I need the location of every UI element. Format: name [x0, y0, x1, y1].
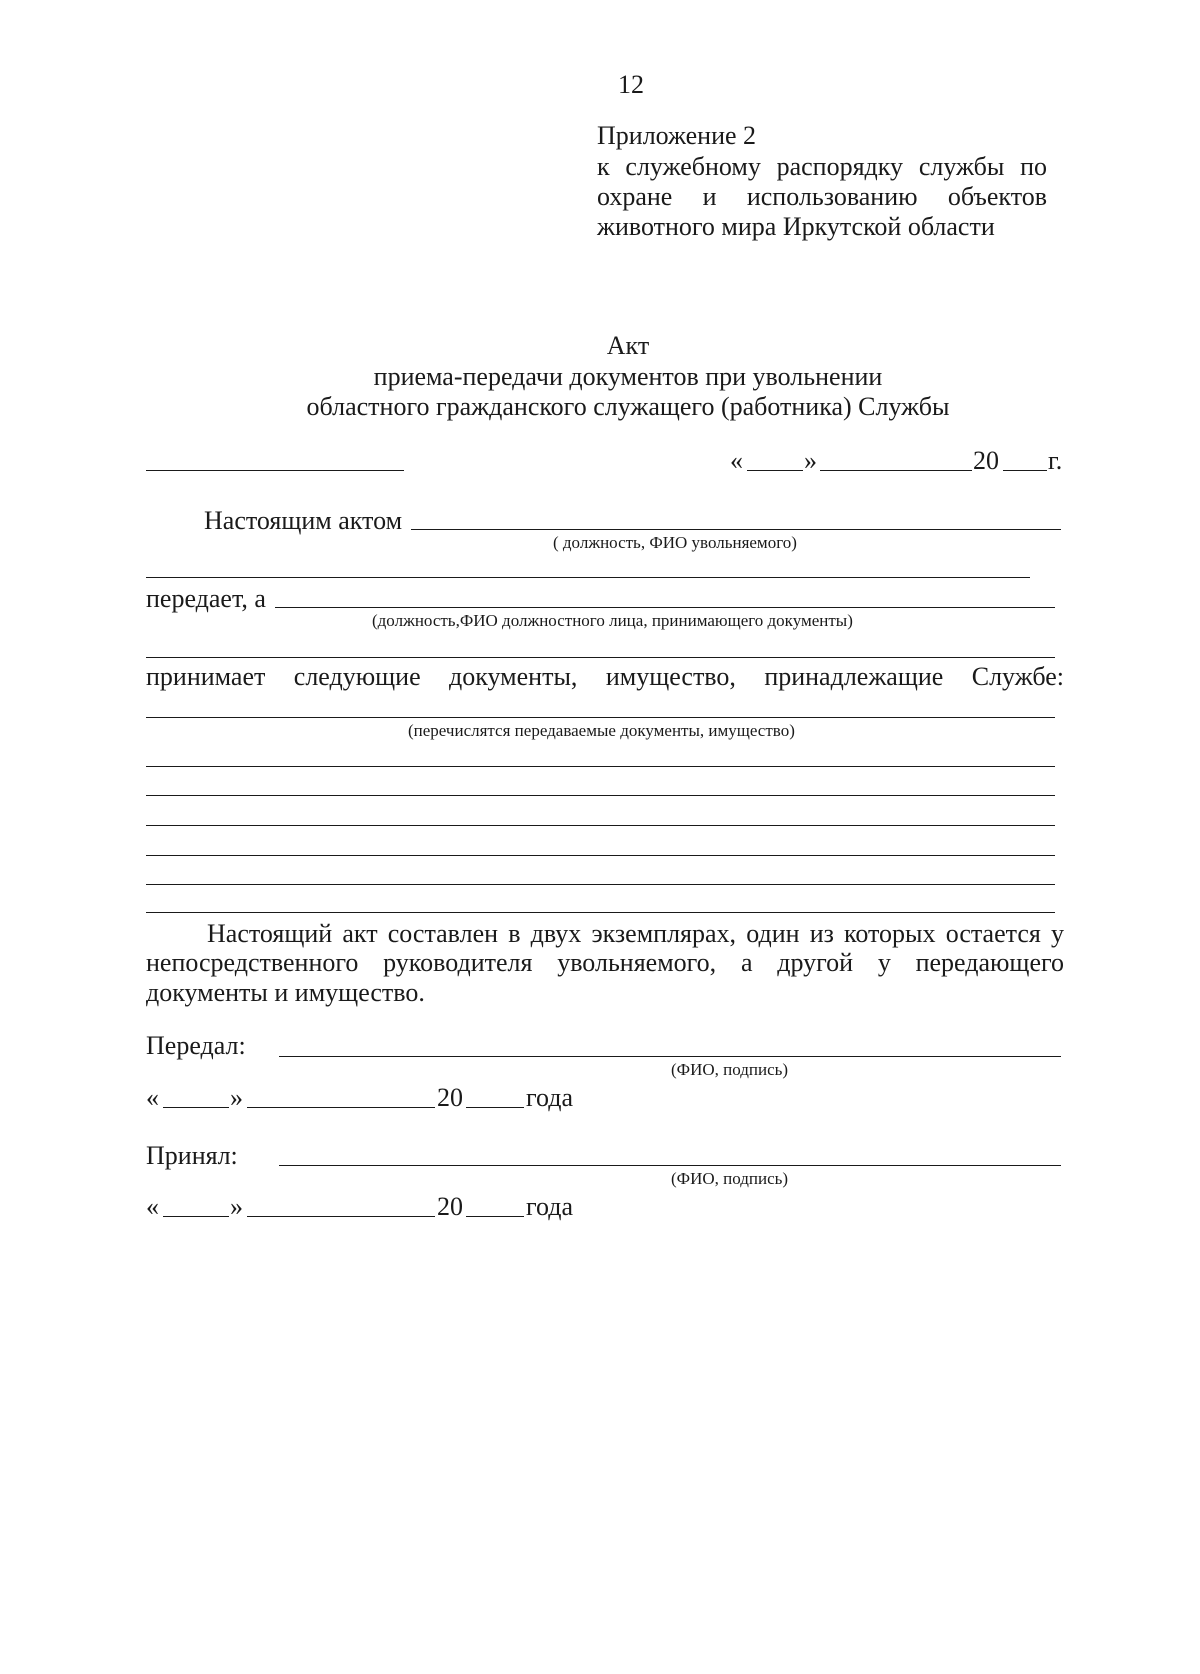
received-year-word: года: [526, 1192, 574, 1221]
handed-over-signature-line: [279, 1056, 1061, 1057]
closing-line-3: документы и имущество.: [146, 978, 425, 1007]
handed-over-month-line: [247, 1107, 435, 1108]
caption-receiver: (должность,ФИО должностного лица, принимающего документы): [372, 611, 853, 630]
documents-list-line-2: [146, 766, 1055, 767]
handed-over-close-quote: »: [230, 1083, 243, 1112]
received-caption: (ФИО, подпись): [671, 1169, 789, 1188]
closing-line-1: Настоящий акт составлен в двух экземплярах, один из которых остается у: [207, 919, 1064, 948]
handed-over-year-prefix: 20: [437, 1083, 463, 1112]
appendix-line-3: животного мира Иркутской области: [597, 212, 995, 241]
documents-list-line-5: [146, 855, 1055, 856]
received-month-line: [247, 1216, 435, 1217]
date-year-suffix: г.: [1048, 446, 1063, 475]
appendix-line-2: охране и использованию объектов: [597, 182, 1047, 211]
appendix-title: Приложение 2: [597, 121, 757, 150]
heading-line-3: областного гражданского служащего (работника) Службы: [306, 392, 950, 421]
handed-over-open-quote: «: [146, 1083, 159, 1112]
date-year-prefix: 20: [973, 446, 999, 475]
caption-employee: ( должность, ФИО увольняемого): [553, 533, 797, 552]
employee-field-line: [411, 529, 1061, 530]
accepts-word-6: Службе:: [971, 662, 1064, 691]
handed-over-year-line: [466, 1107, 524, 1108]
place-field-line: [146, 470, 404, 471]
documents-list-line-6: [146, 884, 1055, 885]
handed-over-day-line: [163, 1107, 229, 1108]
handed-over-caption: (ФИО, подпись): [671, 1060, 789, 1079]
accepts-word-3: документы,: [449, 662, 578, 691]
accepts-word-5: принадлежащие: [764, 662, 944, 691]
received-signature-line: [279, 1165, 1061, 1166]
heading-line-2: приема-передачи документов при увольнении: [373, 362, 883, 391]
accepts-word-4: имущество,: [605, 662, 736, 691]
received-open-quote: «: [146, 1192, 159, 1221]
received-label: Принял:: [146, 1141, 238, 1170]
received-year-prefix: 20: [437, 1192, 463, 1221]
date-open-quote: «: [730, 446, 743, 475]
handed-over-label: Передал:: [146, 1031, 246, 1060]
employee-field-line-2: [146, 577, 1030, 578]
transfers-label: передает, а: [146, 584, 266, 613]
accepts-word-2: следующие: [293, 662, 421, 691]
date-day-line: [747, 470, 803, 471]
documents-list-line-3: [146, 795, 1055, 796]
documents-list-line-1: [146, 717, 1055, 718]
received-year-line: [466, 1216, 524, 1217]
receiver-field-line: [275, 607, 1055, 608]
appendix-line-1: к служебному распорядку службы по: [597, 152, 1047, 181]
accepts-line: [146, 662, 1064, 692]
accepts-word-1: принимает: [146, 662, 266, 691]
handed-over-year-word: года: [526, 1083, 574, 1112]
page-number: 12: [618, 70, 644, 99]
documents-list-line-7: [146, 912, 1055, 913]
documents-list-line-4: [146, 825, 1055, 826]
date-month-line: [820, 470, 972, 471]
caption-documents-list: (перечислятся передаваемые документы, имущество): [408, 721, 795, 740]
closing-line-2: непосредственного руководителя увольняемого, а другой у передающего: [146, 948, 1064, 977]
by-this-act-label: Настоящим актом: [204, 506, 403, 535]
heading-title: Акт: [606, 331, 650, 360]
received-day-line: [163, 1216, 229, 1217]
date-close-quote: »: [804, 446, 817, 475]
received-close-quote: »: [230, 1192, 243, 1221]
date-year-line: [1003, 470, 1047, 471]
receiver-field-line-2: [146, 657, 1055, 658]
